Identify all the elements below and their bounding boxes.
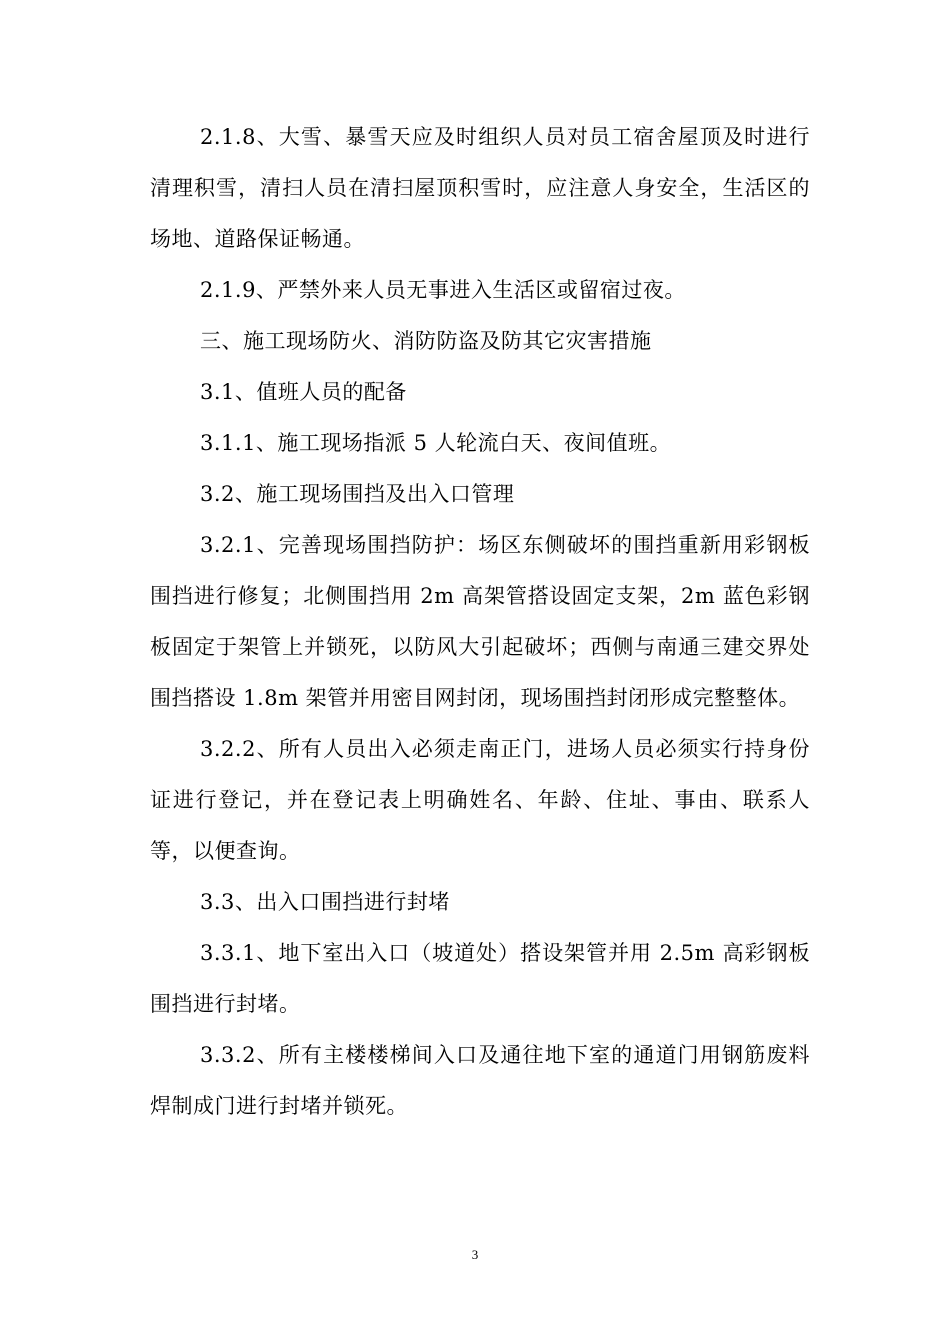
paragraph-3-3-1: 3.3.1、地下室出入口（坡道处）搭设架管并用 2.5m 高彩钢板围挡进行封堵。 [150, 941, 810, 1016]
subsection-heading-3-2: 3.2、施工现场围挡及出入口管理 [200, 482, 515, 506]
paragraph-2-1-8: 2.1.8、大雪、暴雪天应及时组织人员对员工宿舍屋顶及时进行清理积雪，清扫人员在清扫屋顶积雪时，应注意人身安全，生活区的场地、道路保证畅通。 [150, 125, 810, 251]
paragraph-3-2-2: 3.2.2、所有人员出入必须走南正门，进场人员必须实行持身份证进行登记，并在登记表上明确姓名、年龄、住址、事由、联系人等，以便查询。 [150, 737, 810, 863]
document-body [150, 112, 810, 1132]
paragraph-3-2-1: 3.2.1、完善现场围挡防护：场区东侧破坏的围挡重新用彩钢板围挡进行修复；北侧围挡用 2m 高架管搭设固定支架，2m 蓝色彩钢板固定于架管上并锁死，以防风大引起破坏；西侧与南通三建交界处围挡搭设 1.8m 架管并用密目网封闭，现场围挡封闭形成完整整体。 [150, 533, 810, 710]
paragraph-3-1-1: 3.1.1、施工现场指派 5 人轮流白天、夜间值班。 [200, 431, 672, 455]
paragraph-3-3-2: 3.3.2、所有主楼楼梯间入口及通往地下室的通道门用钢筋废料焊制成门进行封堵并锁死。 [150, 1043, 810, 1118]
subsection-heading-3-1: 3.1、值班人员的配备 [200, 380, 407, 404]
paragraph-2-1-9: 2.1.9、严禁外来人员无事进入生活区或留宿过夜。 [200, 278, 686, 302]
section-heading-3: 三、施工现场防火、消防防盗及防其它灾害措施 [200, 329, 652, 353]
subsection-heading-3-3: 3.3、出入口围挡进行封堵 [200, 890, 450, 914]
page-number: 3 [471, 1247, 479, 1262]
